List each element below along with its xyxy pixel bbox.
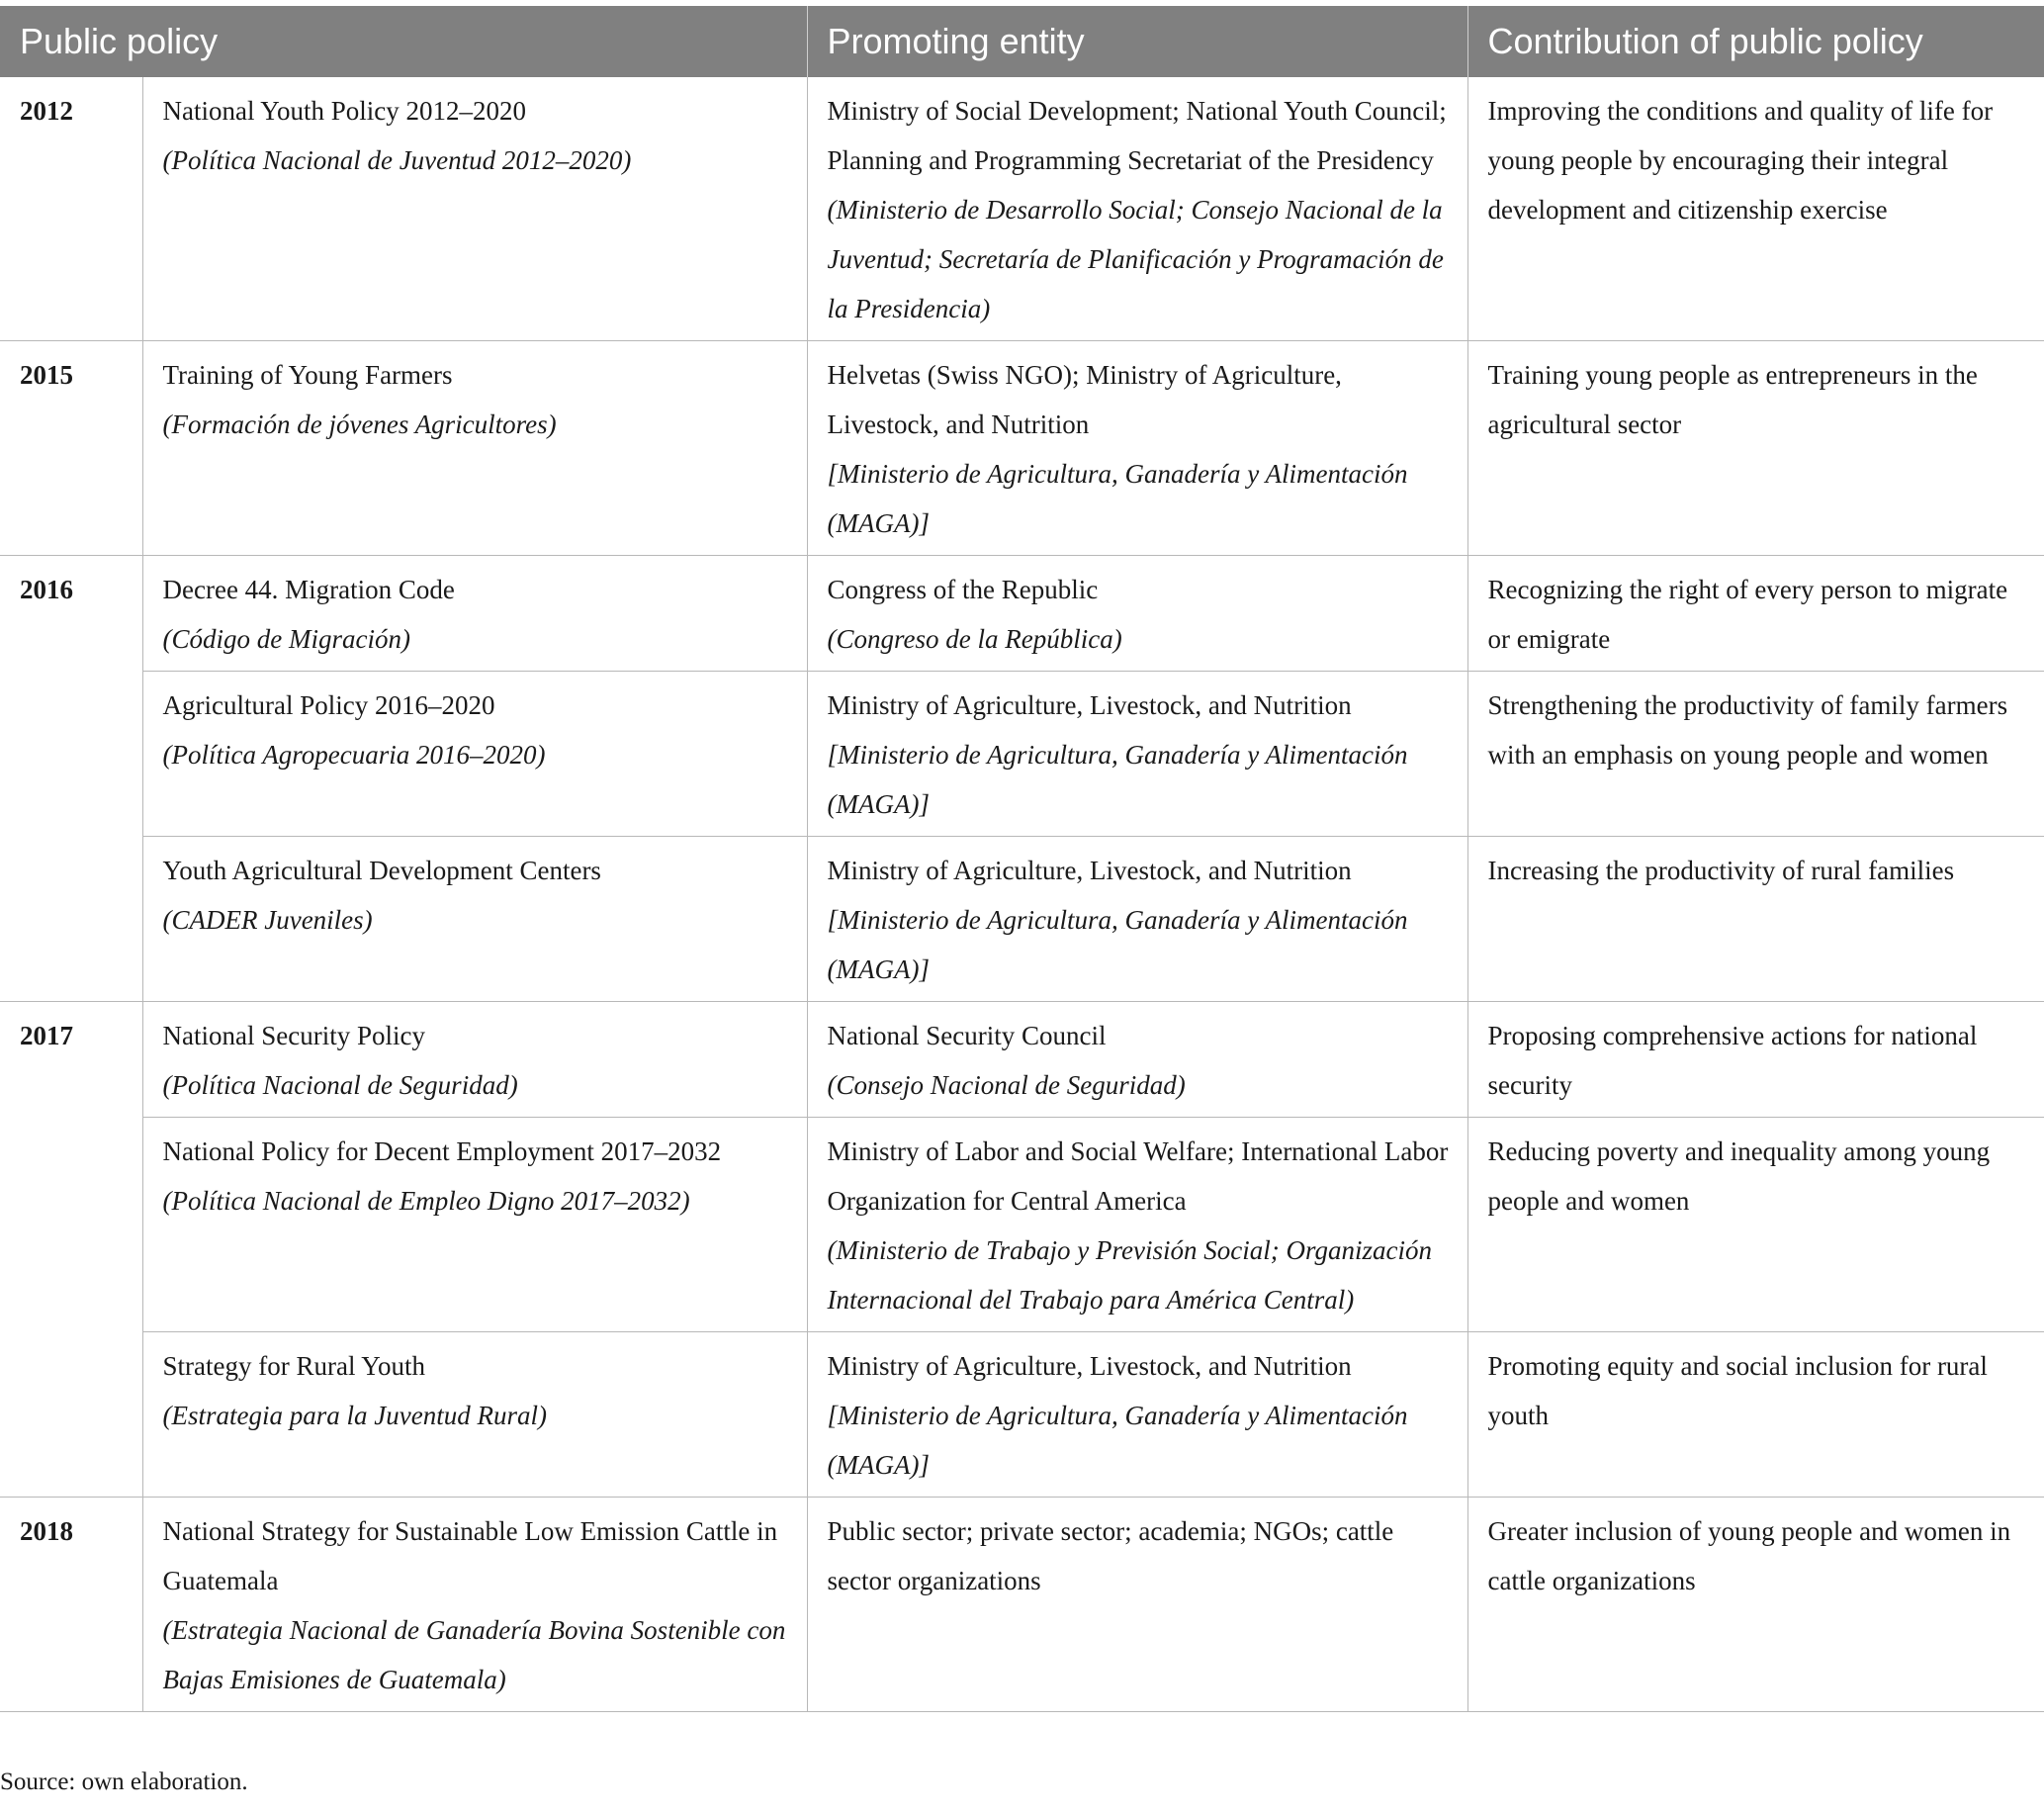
contribution-cell: Strengthening the productivity of family farmers with an emphasis on young people and women bbox=[1467, 672, 2044, 837]
policy-cell bbox=[142, 341, 807, 556]
entity-cell bbox=[807, 77, 1467, 341]
table-row bbox=[0, 672, 2044, 837]
table-row bbox=[0, 837, 2044, 1002]
policy-name-spanish: (CADER Juveniles) bbox=[162, 905, 373, 935]
entity-cell bbox=[807, 556, 1467, 672]
year-cell: 2018 bbox=[0, 1498, 142, 1712]
policy-name: Strategy for Rural Youth bbox=[162, 1351, 425, 1381]
entity-cell bbox=[807, 837, 1467, 1002]
header-promoting-entity: Promoting entity bbox=[807, 6, 1467, 77]
contribution-cell: Promoting equity and social inclusion for rural youth bbox=[1467, 1332, 2044, 1498]
entity-name: Ministry of Agriculture, Livestock, and Nutrition bbox=[827, 856, 1352, 885]
policy-name: Decree 44. Migration Code bbox=[162, 575, 455, 604]
header-public-policy: Public policy bbox=[0, 6, 807, 77]
entity-name: National Security Council bbox=[827, 1021, 1107, 1050]
entity-name: Congress of the Republic bbox=[827, 575, 1099, 604]
policy-name-spanish: (Política Nacional de Empleo Digno 2017–2032) bbox=[162, 1186, 690, 1216]
policy-cell bbox=[142, 837, 807, 1002]
policy-name-spanish: (Política Agropecuaria 2016–2020) bbox=[162, 740, 546, 770]
entity-cell bbox=[807, 1002, 1467, 1118]
policy-cell bbox=[142, 1498, 807, 1712]
entity-name-spanish: [Ministerio de Agricultura, Ganadería y Alimentación (MAGA)] bbox=[827, 905, 1408, 984]
contribution-cell: Improving the conditions and quality of life for young people by encouraging their integral development and citizenship exercise bbox=[1467, 77, 2044, 341]
policy-name-spanish: (Formación de jóvenes Agricultores) bbox=[162, 409, 557, 439]
table-source-note: Source: own elaboration. bbox=[0, 1769, 248, 1795]
year-cell: 2016 bbox=[0, 556, 142, 1002]
entity-cell bbox=[807, 341, 1467, 556]
entity-name: Ministry of Social Development; National Youth Council; Planning and Programming Secretariat of the Presidency bbox=[827, 96, 1447, 175]
table-row bbox=[0, 1498, 2044, 1712]
contribution-cell: Recognizing the right of every person to migrate or emigrate bbox=[1467, 556, 2044, 672]
policy-name: Agricultural Policy 2016–2020 bbox=[162, 690, 495, 720]
entity-name-spanish: (Consejo Nacional de Seguridad) bbox=[827, 1070, 1186, 1100]
entity-name: Public sector; private sector; academia; NGOs; cattle sector organizations bbox=[827, 1516, 1394, 1595]
contribution-cell: Proposing comprehensive actions for national security bbox=[1467, 1002, 2044, 1118]
policy-name: Training of Young Farmers bbox=[162, 360, 453, 390]
table-row bbox=[0, 341, 2044, 556]
entity-name-spanish: (Congreso de la República) bbox=[827, 624, 1122, 654]
policy-name-spanish: (Política Nacional de Juventud 2012–2020) bbox=[162, 145, 632, 175]
entity-name-spanish: (Ministerio de Desarrollo Social; Consejo Nacional de la Juventud; Secretaría de Planificación y Programación de la Presidencia) bbox=[827, 195, 1444, 323]
entity-name-spanish: [Ministerio de Agricultura, Ganadería y Alimentación (MAGA)] bbox=[827, 1401, 1408, 1480]
table-row bbox=[0, 1332, 2044, 1498]
entity-cell bbox=[807, 1118, 1467, 1332]
policy-name-spanish: (Política Nacional de Seguridad) bbox=[162, 1070, 518, 1100]
contribution-cell: Training young people as entrepreneurs in the agricultural sector bbox=[1467, 341, 2044, 556]
policy-table-container bbox=[0, 6, 2044, 1712]
table-row bbox=[0, 77, 2044, 341]
policy-cell bbox=[142, 1002, 807, 1118]
header-row bbox=[0, 6, 2044, 77]
entity-cell bbox=[807, 672, 1467, 837]
policy-cell bbox=[142, 556, 807, 672]
entity-name: Ministry of Agriculture, Livestock, and Nutrition bbox=[827, 1351, 1352, 1381]
entity-name: Ministry of Agriculture, Livestock, and Nutrition bbox=[827, 690, 1352, 720]
policy-name: National Policy for Decent Employment 2017–2032 bbox=[162, 1136, 722, 1166]
entity-name-spanish: [Ministerio de Agricultura, Ganadería y Alimentación (MAGA)] bbox=[827, 740, 1408, 819]
policy-cell bbox=[142, 77, 807, 341]
policy-table bbox=[0, 6, 2044, 1712]
table-row bbox=[0, 1118, 2044, 1332]
policy-name: National Security Policy bbox=[162, 1021, 425, 1050]
contribution-cell: Reducing poverty and inequality among young people and women bbox=[1467, 1118, 2044, 1332]
header-contribution: Contribution of public policy bbox=[1467, 6, 2044, 77]
entity-name: Ministry of Labor and Social Welfare; International Labor Organization for Central America bbox=[827, 1136, 1449, 1216]
year-cell: 2012 bbox=[0, 77, 142, 341]
entity-name: Helvetas (Swiss NGO); Ministry of Agriculture, Livestock, and Nutrition bbox=[827, 360, 1342, 439]
entity-cell bbox=[807, 1332, 1467, 1498]
table-body bbox=[0, 77, 2044, 1712]
year-cell: 2015 bbox=[0, 341, 142, 556]
contribution-cell: Increasing the productivity of rural families bbox=[1467, 837, 2044, 1002]
policy-name-spanish: (Estrategia para la Juventud Rural) bbox=[162, 1401, 547, 1430]
policy-cell bbox=[142, 672, 807, 837]
table-header bbox=[0, 6, 2044, 77]
policy-cell bbox=[142, 1332, 807, 1498]
policy-name: National Youth Policy 2012–2020 bbox=[162, 96, 527, 126]
policy-name-spanish: (Estrategia Nacional de Ganadería Bovina Sostenible con Bajas Emisiones de Guatemala) bbox=[162, 1615, 786, 1694]
contribution-cell: Greater inclusion of young people and women in cattle organizations bbox=[1467, 1498, 2044, 1712]
entity-name-spanish: [Ministerio de Agricultura, Ganadería y Alimentación (MAGA)] bbox=[827, 459, 1408, 538]
entity-cell bbox=[807, 1498, 1467, 1712]
table-row bbox=[0, 556, 2044, 672]
table-row bbox=[0, 1002, 2044, 1118]
entity-name-spanish: (Ministerio de Trabajo y Previsión Social; Organización Internacional del Trabajo para América Central) bbox=[827, 1235, 1432, 1315]
policy-name-spanish: (Código de Migración) bbox=[162, 624, 410, 654]
policy-name: National Strategy for Sustainable Low Emission Cattle in Guatemala bbox=[162, 1516, 778, 1595]
policy-name: Youth Agricultural Development Centers bbox=[162, 856, 601, 885]
year-cell: 2017 bbox=[0, 1002, 142, 1498]
policy-cell bbox=[142, 1118, 807, 1332]
